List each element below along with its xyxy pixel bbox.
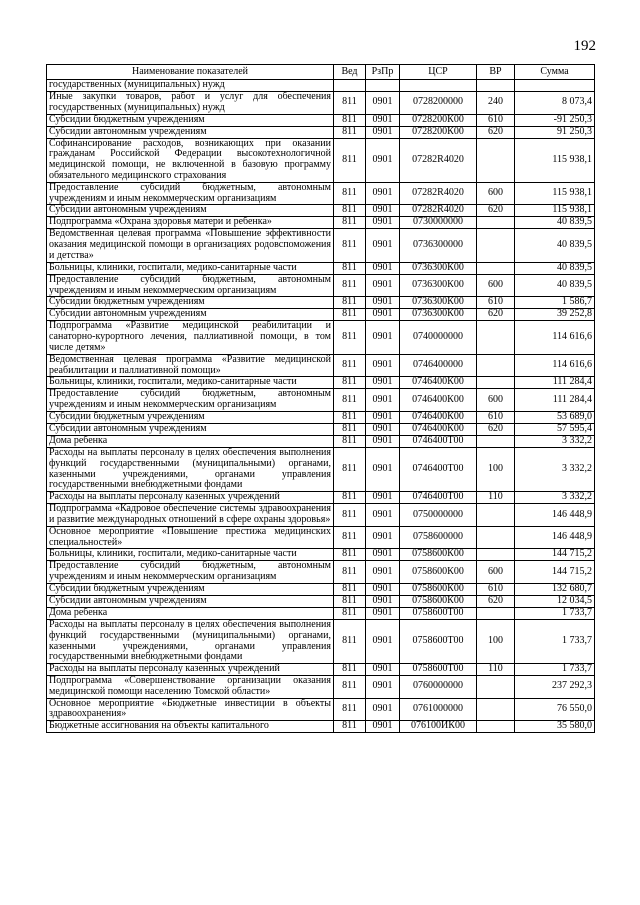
- table-body: [47, 80, 595, 733]
- cell-csr: 0758600Т00: [400, 664, 477, 676]
- cell-ved: 811: [334, 607, 366, 619]
- cell-ved: 811: [334, 583, 366, 595]
- table-row: [47, 217, 595, 229]
- cell-csr: 0758600К00: [400, 561, 477, 584]
- cell-rzpr: 0901: [366, 262, 400, 274]
- cell-vr: [477, 676, 515, 699]
- cell-ved: 811: [334, 354, 366, 377]
- cell-csr: 07282R4020: [400, 205, 477, 217]
- cell-csr: 0758600Т00: [400, 619, 477, 663]
- cell-name: Субсидии бюджетным учреждениям: [47, 583, 334, 595]
- cell-rzpr: 0901: [366, 619, 400, 663]
- cell-ved: 811: [334, 217, 366, 229]
- cell-rzpr: 0901: [366, 549, 400, 561]
- cell-ved: 811: [334, 229, 366, 262]
- cell-sum: 40 839,5: [515, 229, 595, 262]
- cell-vr: [477, 80, 515, 92]
- cell-vr: [477, 377, 515, 389]
- cell-vr: [477, 549, 515, 561]
- cell-vr: 620: [477, 205, 515, 217]
- cell-rzpr: 0901: [366, 423, 400, 435]
- table-row: [47, 126, 595, 138]
- cell-vr: [477, 435, 515, 447]
- cell-rzpr: 0901: [366, 274, 400, 297]
- cell-name: Субсидии бюджетным учреждениям: [47, 297, 334, 309]
- table-row: [47, 583, 595, 595]
- cell-name: Софинансирование расходов, возникающих при оказании гражданам Российской Федерации высокотехнологичной медицинской помощи, не включенной в базовую программу обязательного медицинского страхования: [47, 138, 334, 182]
- cell-name: Ведомственная целевая программа «Повышение эффективности оказания медицинской помощи в организациях родовспоможения и детства»: [47, 229, 334, 262]
- table-row: [47, 80, 595, 92]
- cell-name: Дома ребенка: [47, 435, 334, 447]
- cell-name: государственных (муниципальных) нужд: [47, 80, 334, 92]
- table-row: [47, 354, 595, 377]
- cell-vr: [477, 526, 515, 549]
- header-rzpr: РзПр: [366, 65, 400, 80]
- cell-rzpr: 0901: [366, 561, 400, 584]
- cell-ved: 811: [334, 549, 366, 561]
- cell-rzpr: 0901: [366, 676, 400, 699]
- cell-vr: 610: [477, 297, 515, 309]
- cell-name: Основное мероприятие «Бюджетные инвестиции в объекты здравоохранения»: [47, 698, 334, 721]
- cell-rzpr: 0901: [366, 297, 400, 309]
- table-row: [47, 389, 595, 412]
- cell-sum: 237 292,3: [515, 676, 595, 699]
- cell-name: Больницы, клиники, госпитали, медико-санитарные части: [47, 549, 334, 561]
- cell-ved: 811: [334, 274, 366, 297]
- cell-csr: 0758600К00: [400, 549, 477, 561]
- cell-rzpr: 0901: [366, 138, 400, 182]
- cell-ved: 811: [334, 664, 366, 676]
- cell-name: Субсидии автономным учреждениям: [47, 309, 334, 321]
- cell-vr: [477, 504, 515, 527]
- table-row: [47, 447, 595, 491]
- cell-sum: 3 332,2: [515, 435, 595, 447]
- cell-name: Предоставление субсидий бюджетным, автономным учреждениям и иным некоммерческим организациям: [47, 389, 334, 412]
- cell-vr: 240: [477, 92, 515, 115]
- cell-csr: 0760000000: [400, 676, 477, 699]
- cell-ved: 811: [334, 504, 366, 527]
- header-csr: ЦСР: [400, 65, 477, 80]
- cell-ved: 811: [334, 92, 366, 115]
- cell-sum: 144 715,2: [515, 549, 595, 561]
- cell-rzpr: 0901: [366, 229, 400, 262]
- cell-sum: 53 689,0: [515, 411, 595, 423]
- cell-vr: 110: [477, 492, 515, 504]
- cell-name: Бюджетные ассигнования на объекты капитального: [47, 721, 334, 733]
- table-row: [47, 664, 595, 676]
- cell-vr: 110: [477, 664, 515, 676]
- cell-sum: 144 715,2: [515, 561, 595, 584]
- cell-sum: 115 938,1: [515, 205, 595, 217]
- table-row: [47, 114, 595, 126]
- cell-name: Предоставление субсидий бюджетным, автономным учреждениям и иным некоммерческим организациям: [47, 561, 334, 584]
- cell-csr: 0728200000: [400, 92, 477, 115]
- cell-name: Расходы на выплаты персоналу казенных учреждений: [47, 664, 334, 676]
- cell-name: Предоставление субсидий бюджетным, автономным учреждениям и иным некоммерческим организациям: [47, 274, 334, 297]
- cell-ved: 811: [334, 138, 366, 182]
- cell-vr: [477, 698, 515, 721]
- cell-rzpr: 0901: [366, 411, 400, 423]
- cell-ved: 811: [334, 309, 366, 321]
- cell-vr: [477, 354, 515, 377]
- cell-csr: 0758600Т00: [400, 607, 477, 619]
- cell-vr: 100: [477, 447, 515, 491]
- cell-ved: 811: [334, 721, 366, 733]
- table-row: [47, 561, 595, 584]
- cell-rzpr: 0901: [366, 721, 400, 733]
- cell-vr: 620: [477, 126, 515, 138]
- table-row: [47, 492, 595, 504]
- cell-vr: 610: [477, 411, 515, 423]
- cell-ved: 811: [334, 205, 366, 217]
- cell-vr: 610: [477, 114, 515, 126]
- table-row: [47, 321, 595, 354]
- cell-name: Иные закупки товаров, работ и услуг для обеспечения государственных (муниципальных) нужд: [47, 92, 334, 115]
- cell-sum: 132 680,7: [515, 583, 595, 595]
- cell-name: Расходы на выплаты персоналу казенных учреждений: [47, 492, 334, 504]
- budget-table: [46, 64, 595, 733]
- cell-vr: [477, 321, 515, 354]
- cell-rzpr: 0901: [366, 583, 400, 595]
- cell-sum: 111 284,4: [515, 389, 595, 412]
- cell-csr: 0746400Т00: [400, 447, 477, 491]
- cell-csr: 0728200К00: [400, 114, 477, 126]
- table-row: [47, 297, 595, 309]
- table-row: [47, 423, 595, 435]
- table-row: [47, 262, 595, 274]
- cell-vr: [477, 138, 515, 182]
- cell-csr: 0736300К00: [400, 274, 477, 297]
- cell-name: Подпрограмма «Кадровое обеспечение системы здравоохранения и развитие международных отношений в сфере охраны здоровья»: [47, 504, 334, 527]
- cell-name: Субсидии автономным учреждениям: [47, 126, 334, 138]
- cell-csr: 0746400К00: [400, 423, 477, 435]
- header-sum: Сумма: [515, 65, 595, 80]
- cell-sum: 115 938,1: [515, 138, 595, 182]
- cell-name: Субсидии бюджетным учреждениям: [47, 114, 334, 126]
- cell-csr: 0736300К00: [400, 297, 477, 309]
- cell-csr: 0740000000: [400, 321, 477, 354]
- cell-rzpr: 0901: [366, 182, 400, 205]
- cell-rzpr: 0901: [366, 354, 400, 377]
- cell-sum: [515, 80, 595, 92]
- header-name: Наименование показателей: [47, 65, 334, 80]
- cell-sum: 114 616,6: [515, 321, 595, 354]
- cell-sum: 1 733,7: [515, 607, 595, 619]
- cell-rzpr: 0901: [366, 595, 400, 607]
- cell-csr: 07282R4020: [400, 138, 477, 182]
- cell-name: Подпрограмма «Совершенствование организации оказания медицинской помощи населению Томской области»: [47, 676, 334, 699]
- cell-vr: 100: [477, 619, 515, 663]
- cell-vr: 620: [477, 309, 515, 321]
- cell-rzpr: 0901: [366, 504, 400, 527]
- table-row: [47, 92, 595, 115]
- cell-rzpr: 0901: [366, 309, 400, 321]
- cell-csr: 0736300000: [400, 229, 477, 262]
- cell-sum: 111 284,4: [515, 377, 595, 389]
- cell-vr: 600: [477, 389, 515, 412]
- cell-rzpr: 0901: [366, 389, 400, 412]
- cell-ved: 811: [334, 423, 366, 435]
- cell-vr: [477, 721, 515, 733]
- cell-name: Дома ребенка: [47, 607, 334, 619]
- cell-ved: 811: [334, 321, 366, 354]
- cell-rzpr: 0901: [366, 321, 400, 354]
- cell-rzpr: 0901: [366, 114, 400, 126]
- cell-ved: 811: [334, 447, 366, 491]
- table-row: [47, 549, 595, 561]
- cell-rzpr: 0901: [366, 217, 400, 229]
- cell-name: Больницы, клиники, госпитали, медико-санитарные части: [47, 262, 334, 274]
- table-header-row: [47, 65, 595, 80]
- table-row: [47, 377, 595, 389]
- cell-ved: 811: [334, 389, 366, 412]
- cell-sum: 91 250,3: [515, 126, 595, 138]
- cell-sum: 76 550,0: [515, 698, 595, 721]
- table-row: [47, 274, 595, 297]
- cell-csr: 0746400К00: [400, 389, 477, 412]
- cell-ved: 811: [334, 492, 366, 504]
- cell-sum: 1 733,7: [515, 619, 595, 663]
- cell-name: Подпрограмма «Охрана здоровья матери и ребенка»: [47, 217, 334, 229]
- table-row: [47, 676, 595, 699]
- cell-vr: [477, 229, 515, 262]
- cell-ved: 811: [334, 619, 366, 663]
- cell-csr: 07282R4020: [400, 182, 477, 205]
- table-row: [47, 619, 595, 663]
- cell-ved: 811: [334, 297, 366, 309]
- cell-sum: 35 580,0: [515, 721, 595, 733]
- cell-rzpr: 0901: [366, 377, 400, 389]
- cell-vr: 620: [477, 595, 515, 607]
- cell-ved: 811: [334, 698, 366, 721]
- cell-ved: 811: [334, 114, 366, 126]
- table-row: [47, 205, 595, 217]
- cell-ved: 811: [334, 126, 366, 138]
- cell-ved: 811: [334, 377, 366, 389]
- cell-name: Субсидии автономным учреждениям: [47, 595, 334, 607]
- cell-csr: 0730000000: [400, 217, 477, 229]
- cell-rzpr: 0901: [366, 492, 400, 504]
- table-row: [47, 595, 595, 607]
- cell-sum: 40 839,5: [515, 262, 595, 274]
- cell-ved: 811: [334, 262, 366, 274]
- header-vr: ВР: [477, 65, 515, 80]
- cell-rzpr: 0901: [366, 526, 400, 549]
- cell-ved: 811: [334, 182, 366, 205]
- cell-ved: 811: [334, 411, 366, 423]
- table-row: [47, 721, 595, 733]
- cell-csr: 0736300К00: [400, 309, 477, 321]
- cell-name: Больницы, клиники, госпитали, медико-санитарные части: [47, 377, 334, 389]
- cell-ved: 811: [334, 676, 366, 699]
- cell-name: Расходы на выплаты персоналу в целях обеспечения выполнения функций государственными (муниципальными) органами, казенными учреждениями, органами управления государственными внебюджетными фондами: [47, 447, 334, 491]
- cell-sum: 3 332,2: [515, 447, 595, 491]
- table-row: [47, 229, 595, 262]
- cell-csr: 0746400К00: [400, 411, 477, 423]
- cell-csr: 0750000000: [400, 504, 477, 527]
- cell-csr: 0758600К00: [400, 583, 477, 595]
- cell-name: Субсидии автономным учреждениям: [47, 205, 334, 217]
- cell-rzpr: 0901: [366, 92, 400, 115]
- cell-sum: 146 448,9: [515, 504, 595, 527]
- cell-csr: 0728200К00: [400, 126, 477, 138]
- cell-sum: 39 252,8: [515, 309, 595, 321]
- cell-rzpr: 0901: [366, 447, 400, 491]
- cell-sum: 8 073,4: [515, 92, 595, 115]
- cell-vr: 600: [477, 561, 515, 584]
- cell-rzpr: [366, 80, 400, 92]
- table-row: [47, 504, 595, 527]
- cell-ved: 811: [334, 595, 366, 607]
- cell-name: Основное мероприятие «Повышение престижа медицинских специальностей»: [47, 526, 334, 549]
- table-row: [47, 411, 595, 423]
- cell-vr: 620: [477, 423, 515, 435]
- table-row: [47, 435, 595, 447]
- cell-ved: 811: [334, 526, 366, 549]
- cell-rzpr: 0901: [366, 698, 400, 721]
- cell-rzpr: 0901: [366, 607, 400, 619]
- cell-csr: 076100ИК00: [400, 721, 477, 733]
- cell-vr: [477, 607, 515, 619]
- header-ved: Вед: [334, 65, 366, 80]
- cell-csr: [400, 80, 477, 92]
- cell-sum: 114 616,6: [515, 354, 595, 377]
- cell-csr: 0736300К00: [400, 262, 477, 274]
- cell-name: Расходы на выплаты персоналу в целях обеспечения выполнения функций государственными (муниципальными) органами, казенными учреждениями, органами управления государственными внебюджетными фондами: [47, 619, 334, 663]
- cell-sum: -91 250,3: [515, 114, 595, 126]
- cell-name: Субсидии бюджетным учреждениям: [47, 411, 334, 423]
- cell-vr: 600: [477, 274, 515, 297]
- cell-sum: 1 733,7: [515, 664, 595, 676]
- cell-name: Ведомственная целевая программа «Развитие медицинской реабилитации и паллиативной помощи»: [47, 354, 334, 377]
- cell-csr: 0761000000: [400, 698, 477, 721]
- cell-csr: 0758600000: [400, 526, 477, 549]
- table-row: [47, 698, 595, 721]
- cell-rzpr: 0901: [366, 664, 400, 676]
- cell-name: Субсидии автономным учреждениям: [47, 423, 334, 435]
- cell-sum: 57 595,4: [515, 423, 595, 435]
- cell-name: Предоставление субсидий бюджетным, автономным учреждениям и иным некоммерческим организациям: [47, 182, 334, 205]
- cell-sum: 115 938,1: [515, 182, 595, 205]
- cell-csr: 0758600К00: [400, 595, 477, 607]
- cell-name: Подпрограмма «Развитие медицинской реабилитации и санаторно-курортного лечения, паллиативной помощи, в том числе детям»: [47, 321, 334, 354]
- table-row: [47, 526, 595, 549]
- cell-sum: 12 034,5: [515, 595, 595, 607]
- cell-sum: 40 839,5: [515, 217, 595, 229]
- cell-sum: 3 332,2: [515, 492, 595, 504]
- cell-csr: 0746400Т00: [400, 435, 477, 447]
- cell-csr: 0746400000: [400, 354, 477, 377]
- table-row: [47, 138, 595, 182]
- table-row: [47, 607, 595, 619]
- cell-vr: 610: [477, 583, 515, 595]
- cell-rzpr: 0901: [366, 435, 400, 447]
- cell-csr: 0746400К00: [400, 377, 477, 389]
- cell-vr: [477, 262, 515, 274]
- cell-csr: 0746400Т00: [400, 492, 477, 504]
- cell-ved: 811: [334, 561, 366, 584]
- page-number: 192: [573, 38, 596, 54]
- cell-ved: 811: [334, 435, 366, 447]
- cell-rzpr: 0901: [366, 126, 400, 138]
- table-row: [47, 182, 595, 205]
- cell-vr: [477, 217, 515, 229]
- cell-sum: 146 448,9: [515, 526, 595, 549]
- cell-sum: 1 586,7: [515, 297, 595, 309]
- cell-rzpr: 0901: [366, 205, 400, 217]
- cell-sum: 40 839,5: [515, 274, 595, 297]
- cell-vr: 600: [477, 182, 515, 205]
- table-row: [47, 309, 595, 321]
- cell-ved: [334, 80, 366, 92]
